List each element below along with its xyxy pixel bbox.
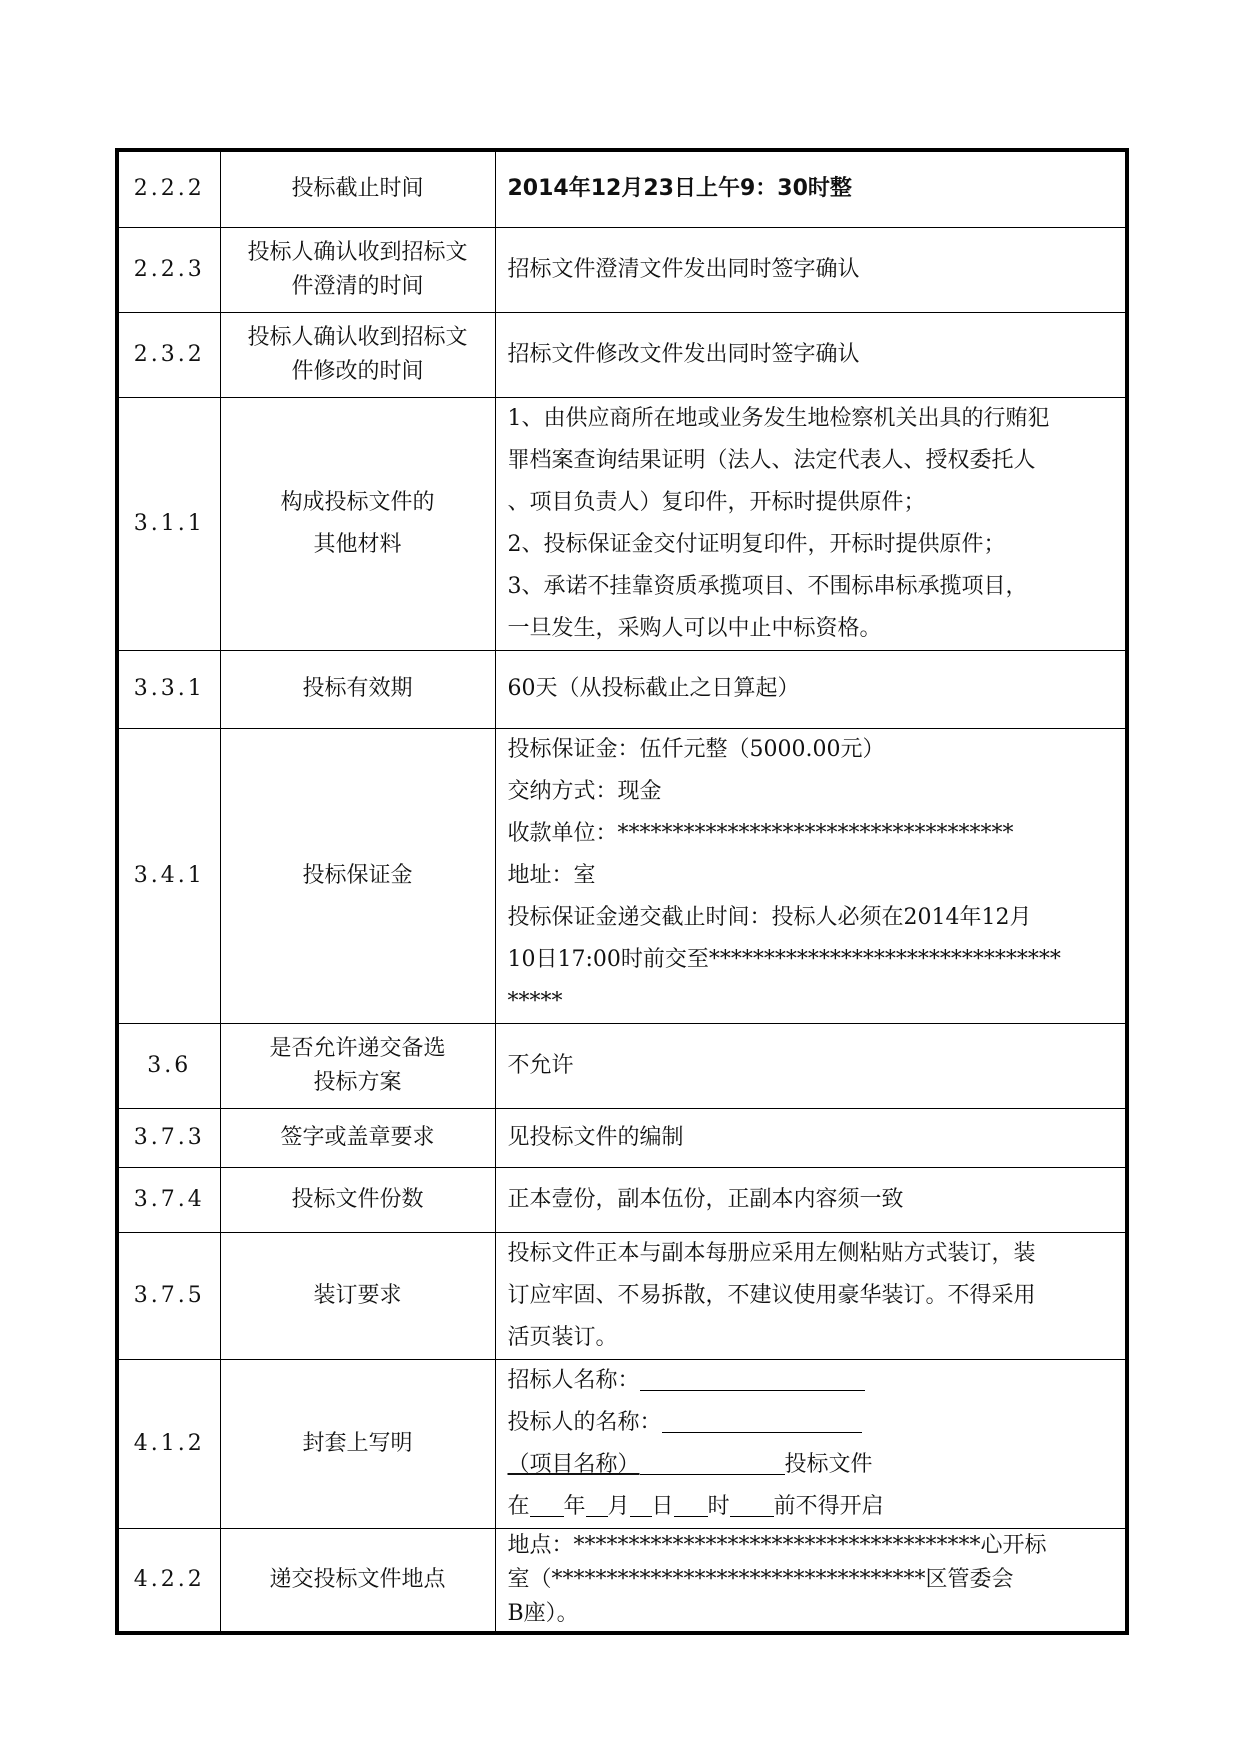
row-number: 2.2.3 [117, 227, 220, 312]
row-item: 投标保证金 [220, 728, 495, 1023]
row-item: 投标人确认收到招标文 件澄清的时间 [220, 227, 495, 312]
row-item: 封套上写明 [220, 1359, 495, 1528]
row-content: 招标文件修改文件发出同时签字确认 [495, 312, 1127, 397]
row-content: 60天（从投标截止之日算起） [495, 650, 1127, 728]
row-content [495, 1359, 1127, 1528]
table-row [117, 1528, 1127, 1633]
row-content: 投标保证金：伍仟元整（5000.00元） 交纳方式：现金 收款单位：************************************ 地址：室 投标保证金递交截止时间：投标人必须在2014年12月 10日17:00时前交至******************************** ***** [495, 728, 1127, 1023]
row-item: 签字或盖章要求 [220, 1108, 495, 1167]
row-content: 不允许 [495, 1023, 1127, 1108]
row-item: 装订要求 [220, 1232, 495, 1359]
row-item: 递交投标文件地点 [220, 1528, 495, 1633]
row-content: 地点：*************************************心开标 室（**********************************区管委会 B座）。 [495, 1528, 1127, 1633]
row-number: 4.2.2 [117, 1528, 220, 1633]
blank-underline [674, 1490, 708, 1517]
table-row [117, 1232, 1127, 1359]
row-item: 是否允许递交备选 投标方案 [220, 1023, 495, 1108]
row-number: 2.2.2 [117, 150, 220, 227]
row-content: 2014年12月23日上午9：30时整 [495, 150, 1127, 227]
row-item: 构成投标文件的 其他材料 [220, 397, 495, 650]
row-number: 3.7.4 [117, 1167, 220, 1232]
row-number: 3.1.1 [117, 397, 220, 650]
seal-opening-time-line: 在 年 月 日 时 前不得开启 [508, 1486, 1116, 1528]
blank-underline [530, 1490, 564, 1517]
row-content: 见投标文件的编制 [495, 1108, 1127, 1167]
table-row [117, 728, 1127, 1023]
blank-underline [640, 1448, 785, 1475]
blank-underline [630, 1490, 652, 1517]
row-content: 投标文件正本与副本每册应采用左侧粘贴方式装订，装 订应牢固、不易拆散，不建议使用豪华装订。不得采用 活页装订。 [495, 1232, 1127, 1359]
table-row [117, 1167, 1127, 1232]
blank-underline [730, 1490, 774, 1517]
row-number: 3.7.3 [117, 1108, 220, 1167]
row-item: 投标截止时间 [220, 150, 495, 227]
table-row [117, 227, 1127, 312]
table-row [117, 1359, 1127, 1528]
tender-data-table [115, 148, 1129, 1635]
table-row [117, 650, 1127, 728]
row-item: 投标文件份数 [220, 1167, 495, 1232]
row-item: 投标人确认收到招标文 件修改的时间 [220, 312, 495, 397]
row-content: 招标文件澄清文件发出同时签字确认 [495, 227, 1127, 312]
row-number: 4.1.2 [117, 1359, 220, 1528]
row-number: 3.3.1 [117, 650, 220, 728]
row-number: 3.6 [117, 1023, 220, 1108]
blank-underline [640, 1364, 865, 1391]
row-content: 1、由供应商所在地或业务发生地检察机关出具的行贿犯 罪档案查询结果证明（法人、法定代表人、授权委托人 、项目负责人）复印件，开标时提供原件； 2、投标保证金交付证明复印件，开标时提供原件； 3、承诺不挂靠资质承揽项目、不围标串标承揽项目， 一旦发生，采购人可以中止中标资格。 [495, 397, 1127, 650]
row-content: 正本壹份，副本伍份，正副本内容须一致 [495, 1167, 1127, 1232]
table-row [117, 312, 1127, 397]
seal-bidder-line: 投标人的名称： [508, 1402, 1116, 1444]
row-item: 投标有效期 [220, 650, 495, 728]
blank-underline [662, 1406, 862, 1433]
table-row [117, 1023, 1127, 1108]
table-row [117, 1108, 1127, 1167]
table-row [117, 150, 1127, 227]
row-number: 3.7.5 [117, 1232, 220, 1359]
blank-underline [586, 1490, 608, 1517]
seal-project-line: （项目名称） 投标文件 [508, 1444, 1116, 1486]
row-number: 3.4.1 [117, 728, 220, 1023]
seal-tenderer-line: 招标人名称： [508, 1360, 1116, 1402]
table-row [117, 397, 1127, 650]
row-number: 2.3.2 [117, 312, 220, 397]
